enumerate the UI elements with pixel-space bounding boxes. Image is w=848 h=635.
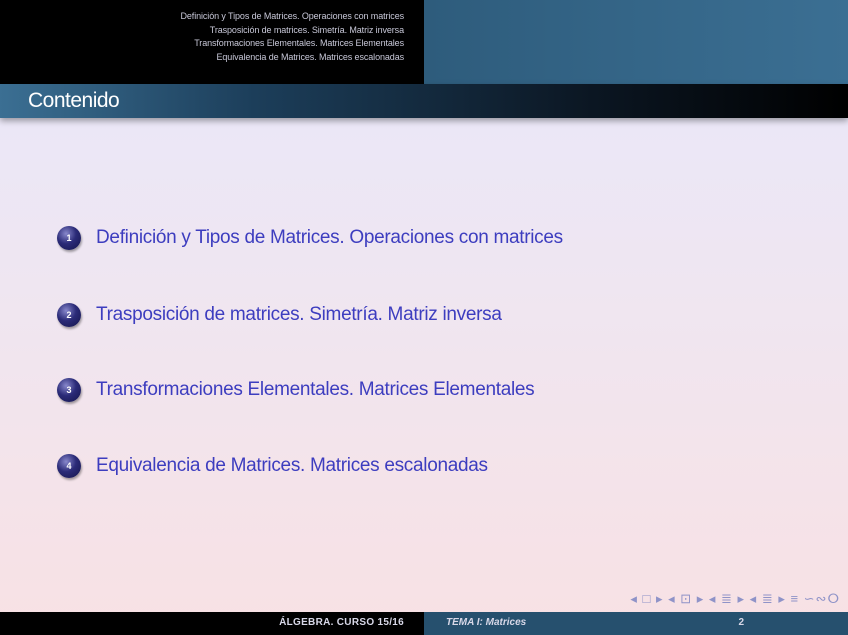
number-ball-icon: 1: [57, 226, 81, 250]
footer-course: ÁLGEBRA. CURSO 15/16: [279, 617, 404, 628]
toc-item[interactable]: [57, 301, 757, 329]
footer-topic: TEMA I: Matrices: [446, 617, 527, 628]
toc-item-label[interactable]: Definición y Tipos de Matrices. Operaciones con matrices: [96, 227, 563, 248]
toc-item-label[interactable]: Trasposición de matrices. Simetría. Matriz inversa: [96, 304, 502, 325]
page-number: 2: [738, 617, 744, 628]
number-ball-icon: 3: [57, 378, 81, 402]
toc-item-label[interactable]: Transformaciones Elementales. Matrices Elementales: [96, 379, 535, 400]
header-left-panel: [0, 0, 424, 84]
number-ball-icon: 4: [57, 454, 81, 478]
section-navigation: [4, 10, 404, 64]
toc-item[interactable]: [57, 452, 757, 480]
frame-title: Contenido: [28, 89, 120, 112]
header-right-panel: [424, 0, 848, 84]
footer-right-panel: [424, 612, 848, 635]
header-section-link[interactable]: Trasposición de matrices. Simetría. Matriz inversa: [209, 24, 404, 35]
toc-item-label[interactable]: Equivalencia de Matrices. Matrices escalonadas: [96, 455, 488, 476]
beamer-navigation-icons[interactable]: ◂ □ ▸ ◂ ⊡ ▸ ◂ ≣ ▸ ◂ ≣ ▸ ≡ ∽∾ⵔ: [630, 591, 840, 606]
toc-item[interactable]: [57, 224, 757, 252]
header-section-link[interactable]: Equivalencia de Matrices. Matrices escalonadas: [216, 51, 404, 62]
footer-left-panel: [0, 612, 424, 635]
toc-item[interactable]: [57, 376, 757, 404]
number-ball-icon: 2: [57, 303, 81, 327]
header-section-link[interactable]: Definición y Tipos de Matrices. Operaciones con matrices: [180, 11, 404, 21]
frame-title-bar: [0, 84, 848, 118]
header-section-link[interactable]: Transformaciones Elementales. Matrices Elementales: [194, 38, 404, 48]
